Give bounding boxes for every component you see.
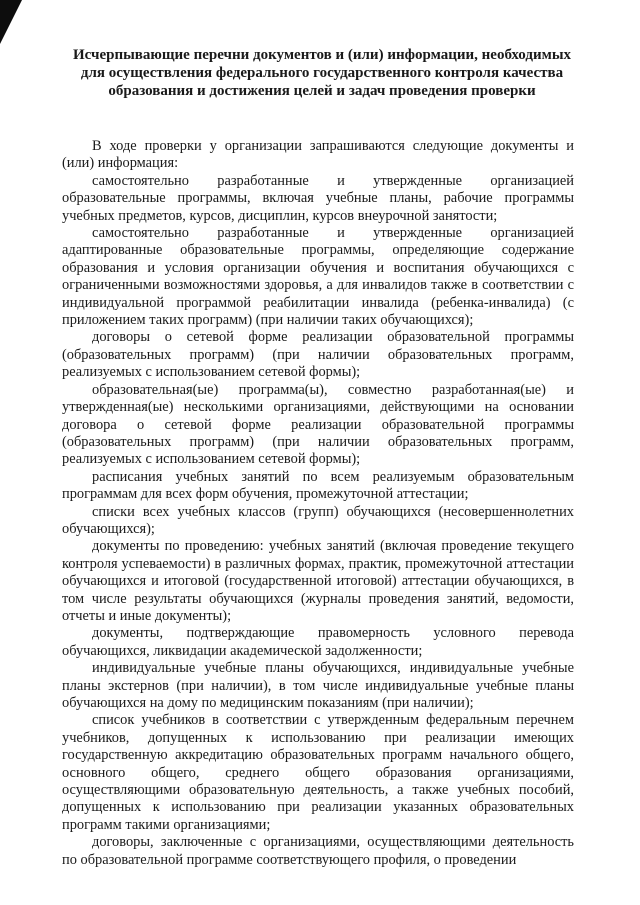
document-body (62, 138, 574, 869)
list-item: список учебников в соответствии с утвержденным федеральным перечнем учебников, допущенных к использованию при реализации имеющих государственную аккредитацию образовательных программ начального общего, основного общего, среднего общего образования организациями, осуществляющими образовательную деятельность, а также учебных пособий, допущенных к использованию при реализации указанных образовательных программ такими организациями; (62, 712, 574, 833)
list-item: самостоятельно разработанные и утвержденные организацией образовательные программы, включая учебные планы, рабочие программы учебных предметов, курсов, дисциплин, курсов внеурочной занятости; (62, 172, 574, 224)
list-item: индивидуальные учебные планы обучающихся, индивидуальные учебные планы экстернов (при наличии), в том числе индивидуальные учебные планы обучающихся на дому по медицинским показаниям (при наличии); (62, 660, 574, 711)
list-item: договоры о сетевой форме реализации образовательной программы (образовательных программ) (при наличии образовательных программ, реализуемых с использованием сетевой формы); (62, 329, 574, 381)
list-item: договоры, заключенные с организациями, осуществляющими деятельность по образовательной программе соответствующего профиля, о проведении (62, 834, 574, 868)
scan-corner-mark (0, 0, 22, 44)
list-item: самостоятельно разработанные и утвержденные организацией адаптированные образовательные программы, определяющие содержание образования и условия организации обучения и воспитания обучающихся с ограниченными возможностями здоровья, а для инвалидов также в соответствии с индивидуальной программой реабилитации инвалида (ребенка-инвалида) (с приложением таких программ) (при наличии таких обучающихся); (62, 225, 574, 329)
list-item: документы, подтверждающие правомерность условного перевода обучающихся, ликвидации академической задолженности; (62, 625, 574, 659)
paragraph-intro: В ходе проверки у организации запрашиваются следующие документы и (или) информация: (62, 138, 574, 172)
list-item: расписания учебных занятий по всем реализуемым образовательным программам для всех форм обучения, промежуточной аттестации; (62, 468, 574, 503)
list-item: списки всех учебных классов (групп) обучающихся (несовершеннолетних обучающихся); (62, 503, 574, 537)
list-item: образовательная(ые) программа(ы), совместно разработанная(ые) и утвержденная(ые) несколькими организациями, действующими на основании договора о сетевой форме реализации образовательной программы (образовательных программ) (при наличии образовательных программ, реализуемых с использованием сетевой формы); (62, 381, 574, 468)
document-title: Исчерпывающие перечни документов и (или) информации, необходимых для осуществления федерального государственного контроля качества образования и достижения целей и задач проведения проверки (72, 47, 572, 99)
list-item: документы по проведению: учебных занятий (включая проведение текущего контроля успеваемости) в различных формах, практик, промежуточной аттестации обучающихся и итоговой (государственной итоговой) аттестации обучающихся, в том числе результаты обучающихся (журналы проведения занятий, ведомости, отчеты и иные документы); (62, 538, 574, 624)
